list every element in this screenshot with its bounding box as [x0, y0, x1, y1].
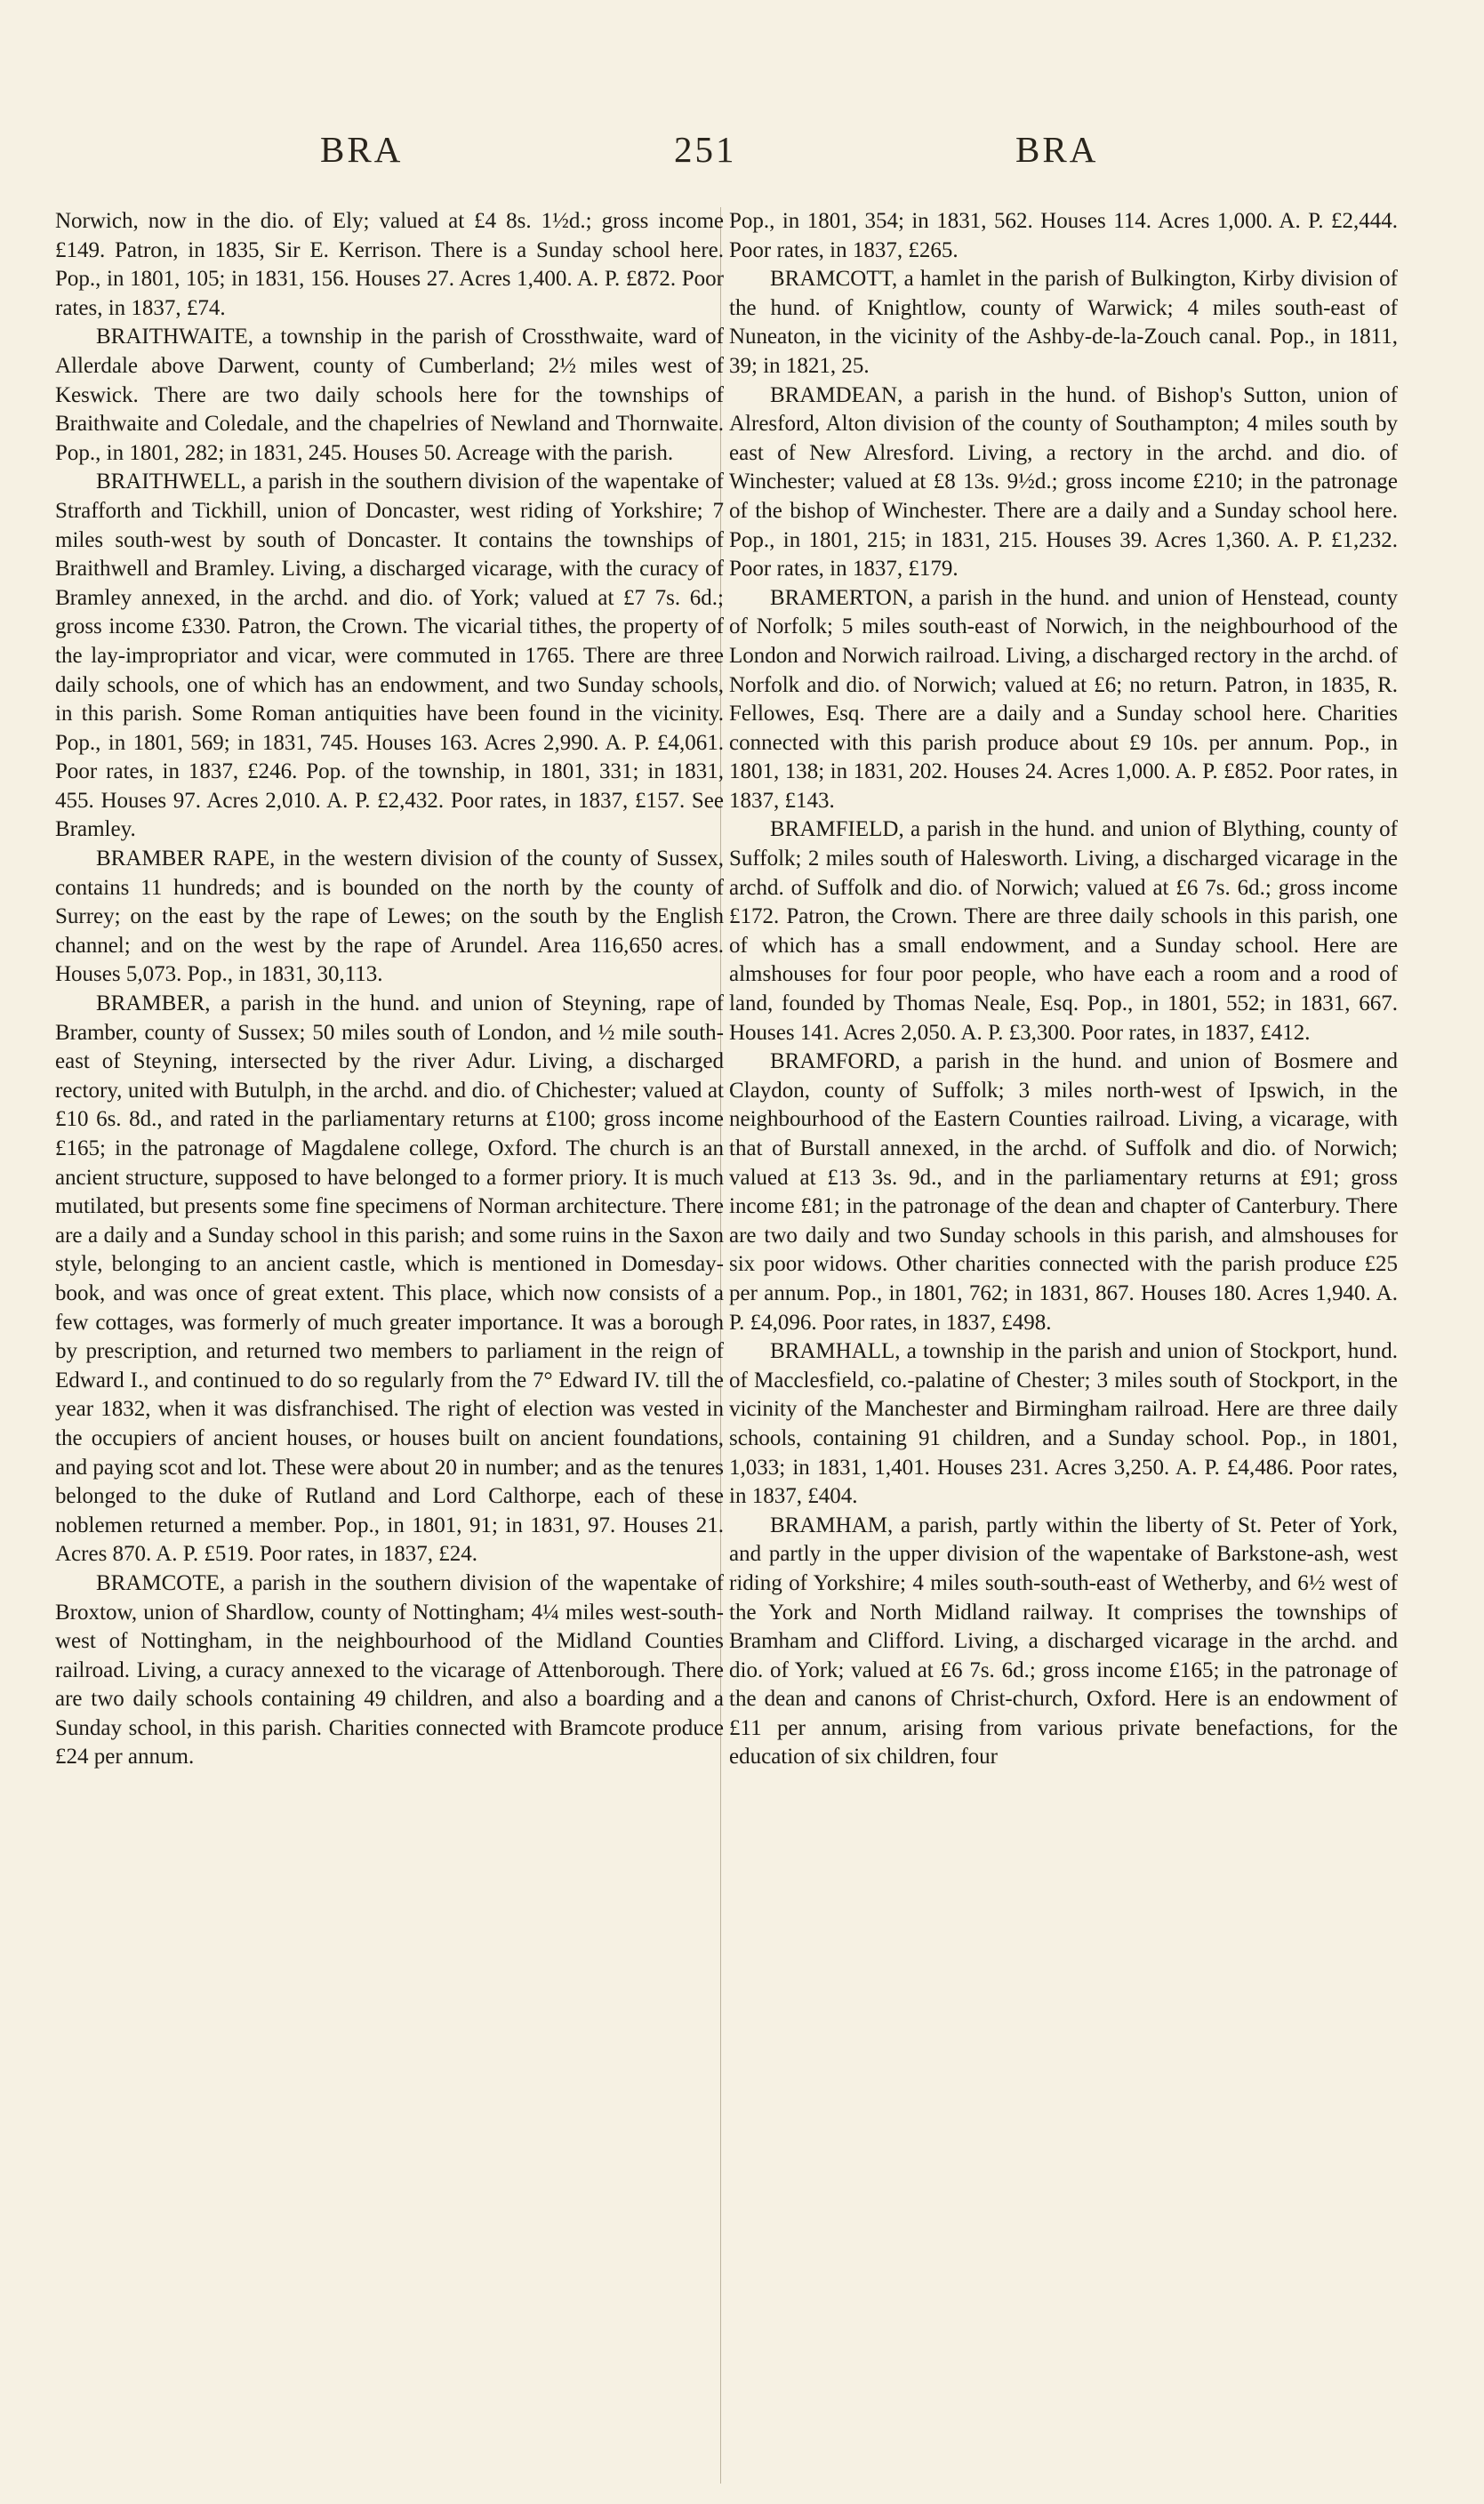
entry-bramford: BRAMFORD, a parish in the hund. and union of Bosmere and Claydon, county of Suffolk; 3 miles north-west of Ipswich, in the neighbourhood of the Eastern Counties railroad. Living, a vicarage, with that of Burstall annexed, in the archd. of Suffolk and dio. of Norwich; valued at £13 3s. 9d., and in the parliamentary returns at £91; gross income £81; in the patronage of the dean and chapter of Canterbury. There are two daily and two Sunday schools in this parish, and almshouses for six poor widows. Other charities connected with the parish produce £25 per annum. Pop., in 1801, 762; in 1831, 867. Houses 180. Acres 1,940. A. P. £4,096. Poor rates, in 1837, £498.	[729, 1049, 1398, 1335]
page-number: 251	[674, 129, 737, 170]
left-column	[55, 207, 724, 1772]
entry-bramdean: BRAMDEAN, a parish in the hund. of Bishop's Sutton, union of Alresford, Alton division of the county of Southampton; 4 miles south by east of New Alresford. Living, a rectory in the archd. and dio. of Winchester; valued at £8 13s. 9½d.; gross income £210; in the patronage of the bishop of Winchester. There are a daily and a Sunday school here. Pop., in 1801, 215; in 1831, 215. Houses 39. Acres 1,360. A. P. £1,232. Poor rates, in 1837, £179.	[729, 382, 1398, 582]
running-header	[0, 123, 1484, 176]
entry-bramcote: BRAMCOTE, a parish in the southern division of the wapentake of Broxtow, union of Shardlow, county of Nottingham; 4¼ miles west-south-west of Nottingham, in the neighbourhood of the Midland Counties railroad. Living, a curacy annexed to the vicarage of Attenborough. There are two daily schools containing 49 children, and also a boarding and a Sunday school, in this parish. Charities connected with Bramcote produce £24 per annum.	[55, 1570, 724, 1770]
entry-bramham: BRAMHAM, a parish, partly within the liberty of St. Peter of York, and partly in the upper division of the wapentake of Barkstone-ash, west riding of Yorkshire; 4 miles south-south-east of Wetherby, and 6½ west of the York and North Midland railway. It comprises the townships of Bramham and Clifford. Living, a discharged vicarage in the archd. and dio. of York; valued at £6 7s. 6d.; gross income £165; in the patronage of the dean and canons of Christ-church, Oxford. Here is an endowment of £11 per annum, arising from various private benefactions, for the education of six children, four	[729, 1513, 1398, 1770]
entry-bramber: BRAMBER, a parish in the hund. and union of Steyning, rape of Bramber, county of Sussex; 50 miles south of London, and ½ mile south-east of Steyning, intersected by the river Adur. Living, a discharged rectory, united with Butulph, in the archd. and dio. of Chichester; valued at £10 6s. 8d., and rated in the parliamentary returns at £100; gross income £165; in the patronage of Magdalene college, Oxford. The church is an ancient structure, supposed to have belonged to a former priory. It is much mutilated, but presents some fine specimens of Norman architecture. There are a daily and a Sunday school in this parish; and some ruins in the Saxon style, belonging to an ancient castle, which is mentioned in Domesday-book, and was once of great extent. This place, which now consists of a few cottages, was formerly of much greater importance. It was a borough by prescription, and returned two members to parliament in the reign of Edward I., and continued to do so regularly from the 7° Edward IV. till the year 1832, when it was disfranchised. The right of election was vested in the occupiers of ancient houses, or houses built on ancient foundations, and paying scot and lot. These were about 20 in number; and as the tenures belonged to the duke of Rutland and Lord Calthorpe, each of these noblemen returned a member. Pop., in 1801, 91; in 1831, 97. Houses 21. Acres 870. A. P. £519. Poor rates, in 1837, £24.	[55, 991, 724, 1567]
entry-bramhall: BRAMHALL, a township in the parish and union of Stockport, hund. of Macclesfield, co.-palatine of Chester; 3 miles south of Stockport, in the vicinity of the Manchester and Birmingham railroad. Here are three daily schools, containing 91 children, and a Sunday school. Pop., in 1801, 1,033; in 1831, 1,401. Houses 231. Acres 3,250. A. P. £4,486. Poor rates, in 1837, £404.	[729, 1339, 1398, 1509]
entry-continuation: Norwich, now in the dio. of Ely; valued at £4 8s. 1½d.; gross income £149. Patron, in 1835, Sir E. Kerrison. There is a Sunday school here. Pop., in 1801, 105; in 1831, 156. Houses 27. Acres 1,400. A. P. £872. Poor rates, in 1837, £74.	[55, 209, 724, 320]
entry-bramerton: BRAMERTON, a parish in the hund. and union of Henstead, county of Norfolk; 5 miles south-east of Norwich, in the neighbourhood of the London and Norwich railroad. Living, a discharged rectory in the archd. of Norfolk and dio. of Norwich; valued at £6; no return. Patron, in 1835, R. Fellowes, Esq. There are a daily and a Sunday school here. Charities connected with this parish produce about £9 10s. per annum. Pop., in 1801, 138; in 1831, 202. Houses 24. Acres 1,000. A. P. £852. Poor rates, in 1837, £143.	[729, 585, 1398, 813]
entry-bramfield: BRAMFIELD, a parish in the hund. and union of Blything, county of Suffolk; 2 miles south of Halesworth. Living, a discharged vicarage in the archd. of Suffolk and dio. of Norwich; valued at £6 7s. 6d.; gross income £172. Patron, the Crown. There are three daily schools in this parish, one of which has a small endowment, and a Sunday school. Here are almshouses for four poor people, who have each a room and a rood of land, founded by Thomas Neale, Esq. Pop., in 1801, 552; in 1831, 667. Houses 141. Acres 2,050. A. P. £3,300. Poor rates, in 1837, £412.	[729, 817, 1398, 1045]
entry-bramber-rape: BRAMBER RAPE, in the western division of the county of Sussex, contains 11 hundreds; and is bounded on the north by the county of Surrey; on the east by the rape of Lewes; on the south by the English channel; and on the west by the rape of Arundel. Area 116,650 acres. Houses 5,073. Pop., in 1831, 30,113.	[55, 847, 724, 987]
right-column	[729, 207, 1398, 1772]
header-right-guide-word: BRA	[1015, 129, 1099, 170]
entry-braithwaite: BRAITHWAITE, a township in the parish of Crossthwaite, ward of Allerdale above Darwent, county of Cumberland; 2½ miles west of Keswick. There are two daily schools here for the townships of Braithwaite and Coledale, and the chapelries of Newland and Thornwaite. Pop., in 1801, 282; in 1831, 245. Houses 50. Acreage with the parish.	[55, 325, 724, 465]
entry-bramcott: BRAMCOTT, a hamlet in the parish of Bulkington, Kirby division of the hund. of Knightlow, county of Warwick; 4 miles south-east of Nuneaton, in the vicinity of the Ashby-de-la-Zouch canal. Pop., in 1811, 39; in 1821, 25.	[729, 267, 1398, 378]
header-left-guide-word: BRA	[320, 129, 404, 170]
entry-continuation: Pop., in 1801, 354; in 1831, 562. Houses 114. Acres 1,000. A. P. £2,444. Poor rates, in 1837, £265.	[729, 209, 1398, 262]
entry-braithwell: BRAITHWELL, a parish in the southern division of the wapentake of Strafforth and Tickhill, union of Doncaster, west riding of Yorkshire; 7 miles south-west by south of Doncaster. It contains the townships of Braithwell and Bramley. Living, a discharged vicarage, with the curacy of Bramley annexed, in the archd. and dio. of York; valued at £7 7s. 6d.; gross income £330. Patron, the Crown. The vicarial tithes, the property of the lay-impropriator and vicar, were commuted in 1765. There are three daily schools, one of which has an endowment, and two Sunday schools, in this parish. Some Roman antiquities have been found in the vicinity. Pop., in 1801, 569; in 1831, 745. Houses 163. Acres 2,990. A. P. £4,061. Poor rates, in 1837, £246. Pop. of the township, in 1801, 331; in 1831, 455. Houses 97. Acres 2,010. A. P. £2,432. Poor rates, in 1837, £157. See Bramley.	[55, 470, 724, 842]
